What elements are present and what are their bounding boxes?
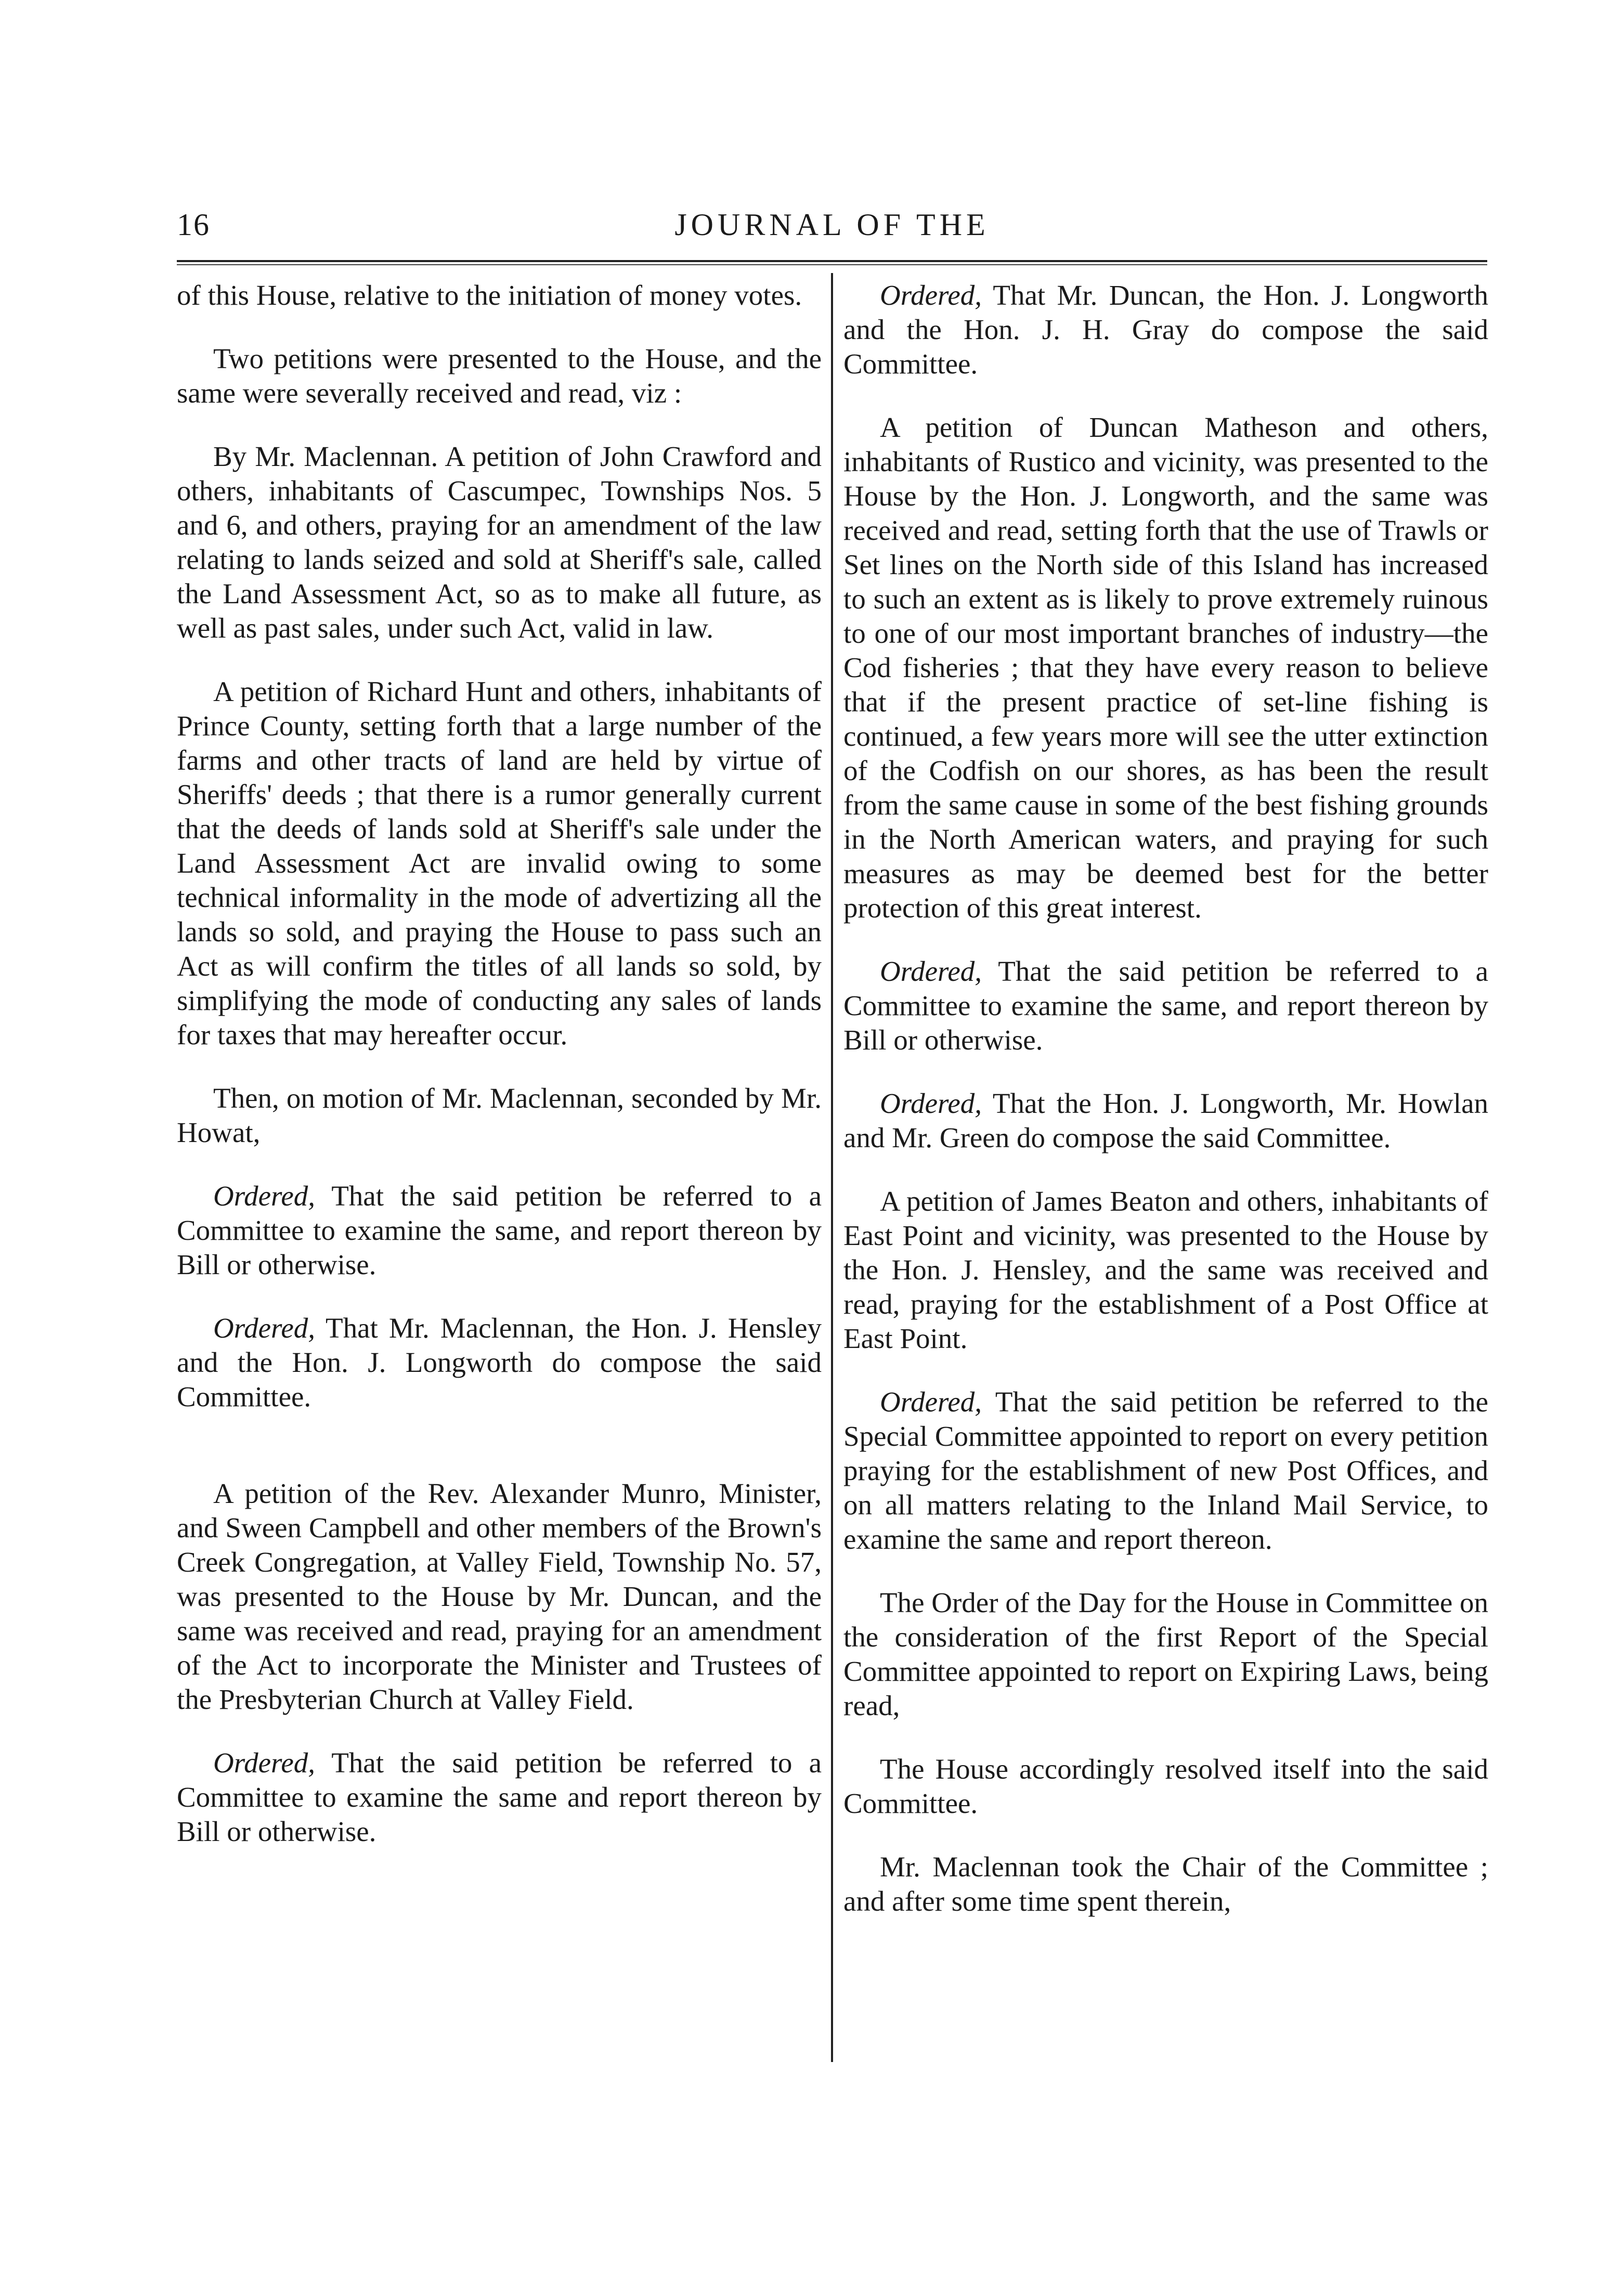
paragraph: By Mr. Maclennan. A petition of John Crawford and others, inhabitants of Cascumpec, Townships Nos. 5 and 6, and others, praying for an amendment of the law relating to lands seized and sold at Sheriff's sale, called the Land Assessment Act, so as to make all future, as well as past sales, under such Act, valid in law. <box>177 440 822 644</box>
ordered-label: Ordered, <box>880 1386 982 1418</box>
paragraph: A petition of the Rev. Alexander Munro, Minister, and Sween Campbell and other members of the Brown's Creek Congregation, at Valley Field, Township No. 57, was presented to the House by Mr. Duncan, and the same was received and read, praying for an amendment of the Act to incorporate the Minister and Trustees of the Presbyterian Church at Valley Field. <box>177 1477 822 1715</box>
page-number: 16 <box>177 208 210 242</box>
ordered-label: Ordered, <box>213 1180 316 1212</box>
paragraph: The House accordingly resolved itself into the said Committee. <box>843 1753 1488 1819</box>
paragraph: Then, on motion of Mr. Maclennan, seconded by Mr. Howat, <box>177 1082 822 1148</box>
running-head: JOURNAL OF THE <box>674 208 990 242</box>
header-rule-thin <box>177 264 1487 265</box>
paragraph: A petition of James Beaton and others, inhabitants of East Point and vicinity, was presented to the House by the Hon. J. Hensley, and the same was received and read, praying for the establishment of a Post Office at East Point. <box>843 1185 1488 1354</box>
paragraph: The Order of the Day for the House in Committee on the consideration of the first Report of the Special Committee appointed to report on Expiring Laws, being read, <box>843 1587 1488 1721</box>
ordered-label: Ordered, <box>213 1312 316 1344</box>
paragraph: Ordered, That the said petition be referred to a Committee to examine the same, and report thereon by Bill or otherwise. <box>843 955 1488 1056</box>
ordered-label: Ordered, <box>880 1087 982 1119</box>
paragraph: Ordered, That the said petition be referred to a Committee to examine the same and report thereon by Bill or otherwise. <box>177 1747 822 1847</box>
page-header <box>177 207 1487 249</box>
paragraph: A petition of Richard Hunt and others, inhabitants of Prince County, setting forth that a large number of the farms and other tracts of land are held by virtue of Sheriffs' deeds ; that there is a rumor generally current that the deeds of lands sold at Sheriff's sale under the Land Assessment Act are invalid owing to some technical informality in the mode of advertizing all the lands so sold, and praying the House to pass such an Act as will confirm the titles of all lands so sold, by simplifying the mode of conducting any sales of lands for taxes that may hereafter occur. <box>177 676 822 1051</box>
column-divider <box>831 273 833 2062</box>
header-rule <box>177 260 1487 262</box>
left-column <box>177 278 822 1878</box>
paragraph: of this House, relative to the initiation of money votes. <box>177 279 802 311</box>
paragraph: Ordered, That Mr. Duncan, the Hon. J. Longworth and the Hon. J. H. Gray do compose the said Committee. <box>843 279 1488 380</box>
ordered-label: Ordered, <box>213 1747 316 1779</box>
paragraph: A petition of Duncan Matheson and others, inhabitants of Rustico and vicinity, was presented to the House by the Hon. J. Longworth, and the same was received and read, setting forth that the use of Trawls or Set lines on the North side of this Island has increased to such an extent as is likely to prove extremely ruinous to one of our most important branches of industry—the Cod fisheries ; that they have every reason to believe that if the present practice of set-line fishing is continued, a few years more will see the utter extinction of the Codfish on our shores, as has been the result from the same cause in some of the best fishing grounds in the North American waters, and praying for such measures as may be deemed best for the better protection of this great interest. <box>843 411 1488 924</box>
ordered-label: Ordered, <box>880 955 982 987</box>
paragraph: Ordered, That the Hon. J. Longworth, Mr. Howlan and Mr. Green do compose the said Committee. <box>843 1087 1488 1153</box>
paragraph: Ordered, That the said petition be referred to a Committee to examine the same, and report thereon by Bill or otherwise. <box>177 1180 822 1280</box>
paragraph: Ordered, That Mr. Maclennan, the Hon. J. Hensley and the Hon. J. Longworth do compose the said Committee. <box>177 1312 822 1412</box>
paragraph: Two petitions were presented to the House, and the same were severally received and read, viz : <box>177 343 822 409</box>
paragraph: Ordered, That the said petition be referred to the Special Committee appointed to report on every petition praying for the establishment of new Post Offices, and on all matters relating to the Inland Mail Service, to examine the same and report thereon. <box>843 1386 1488 1555</box>
paragraph: Mr. Maclennan took the Chair of the Committee ; and after some time spent therein, <box>843 1851 1488 1917</box>
ordered-label: Ordered, <box>880 279 982 311</box>
right-column <box>843 278 1488 1948</box>
